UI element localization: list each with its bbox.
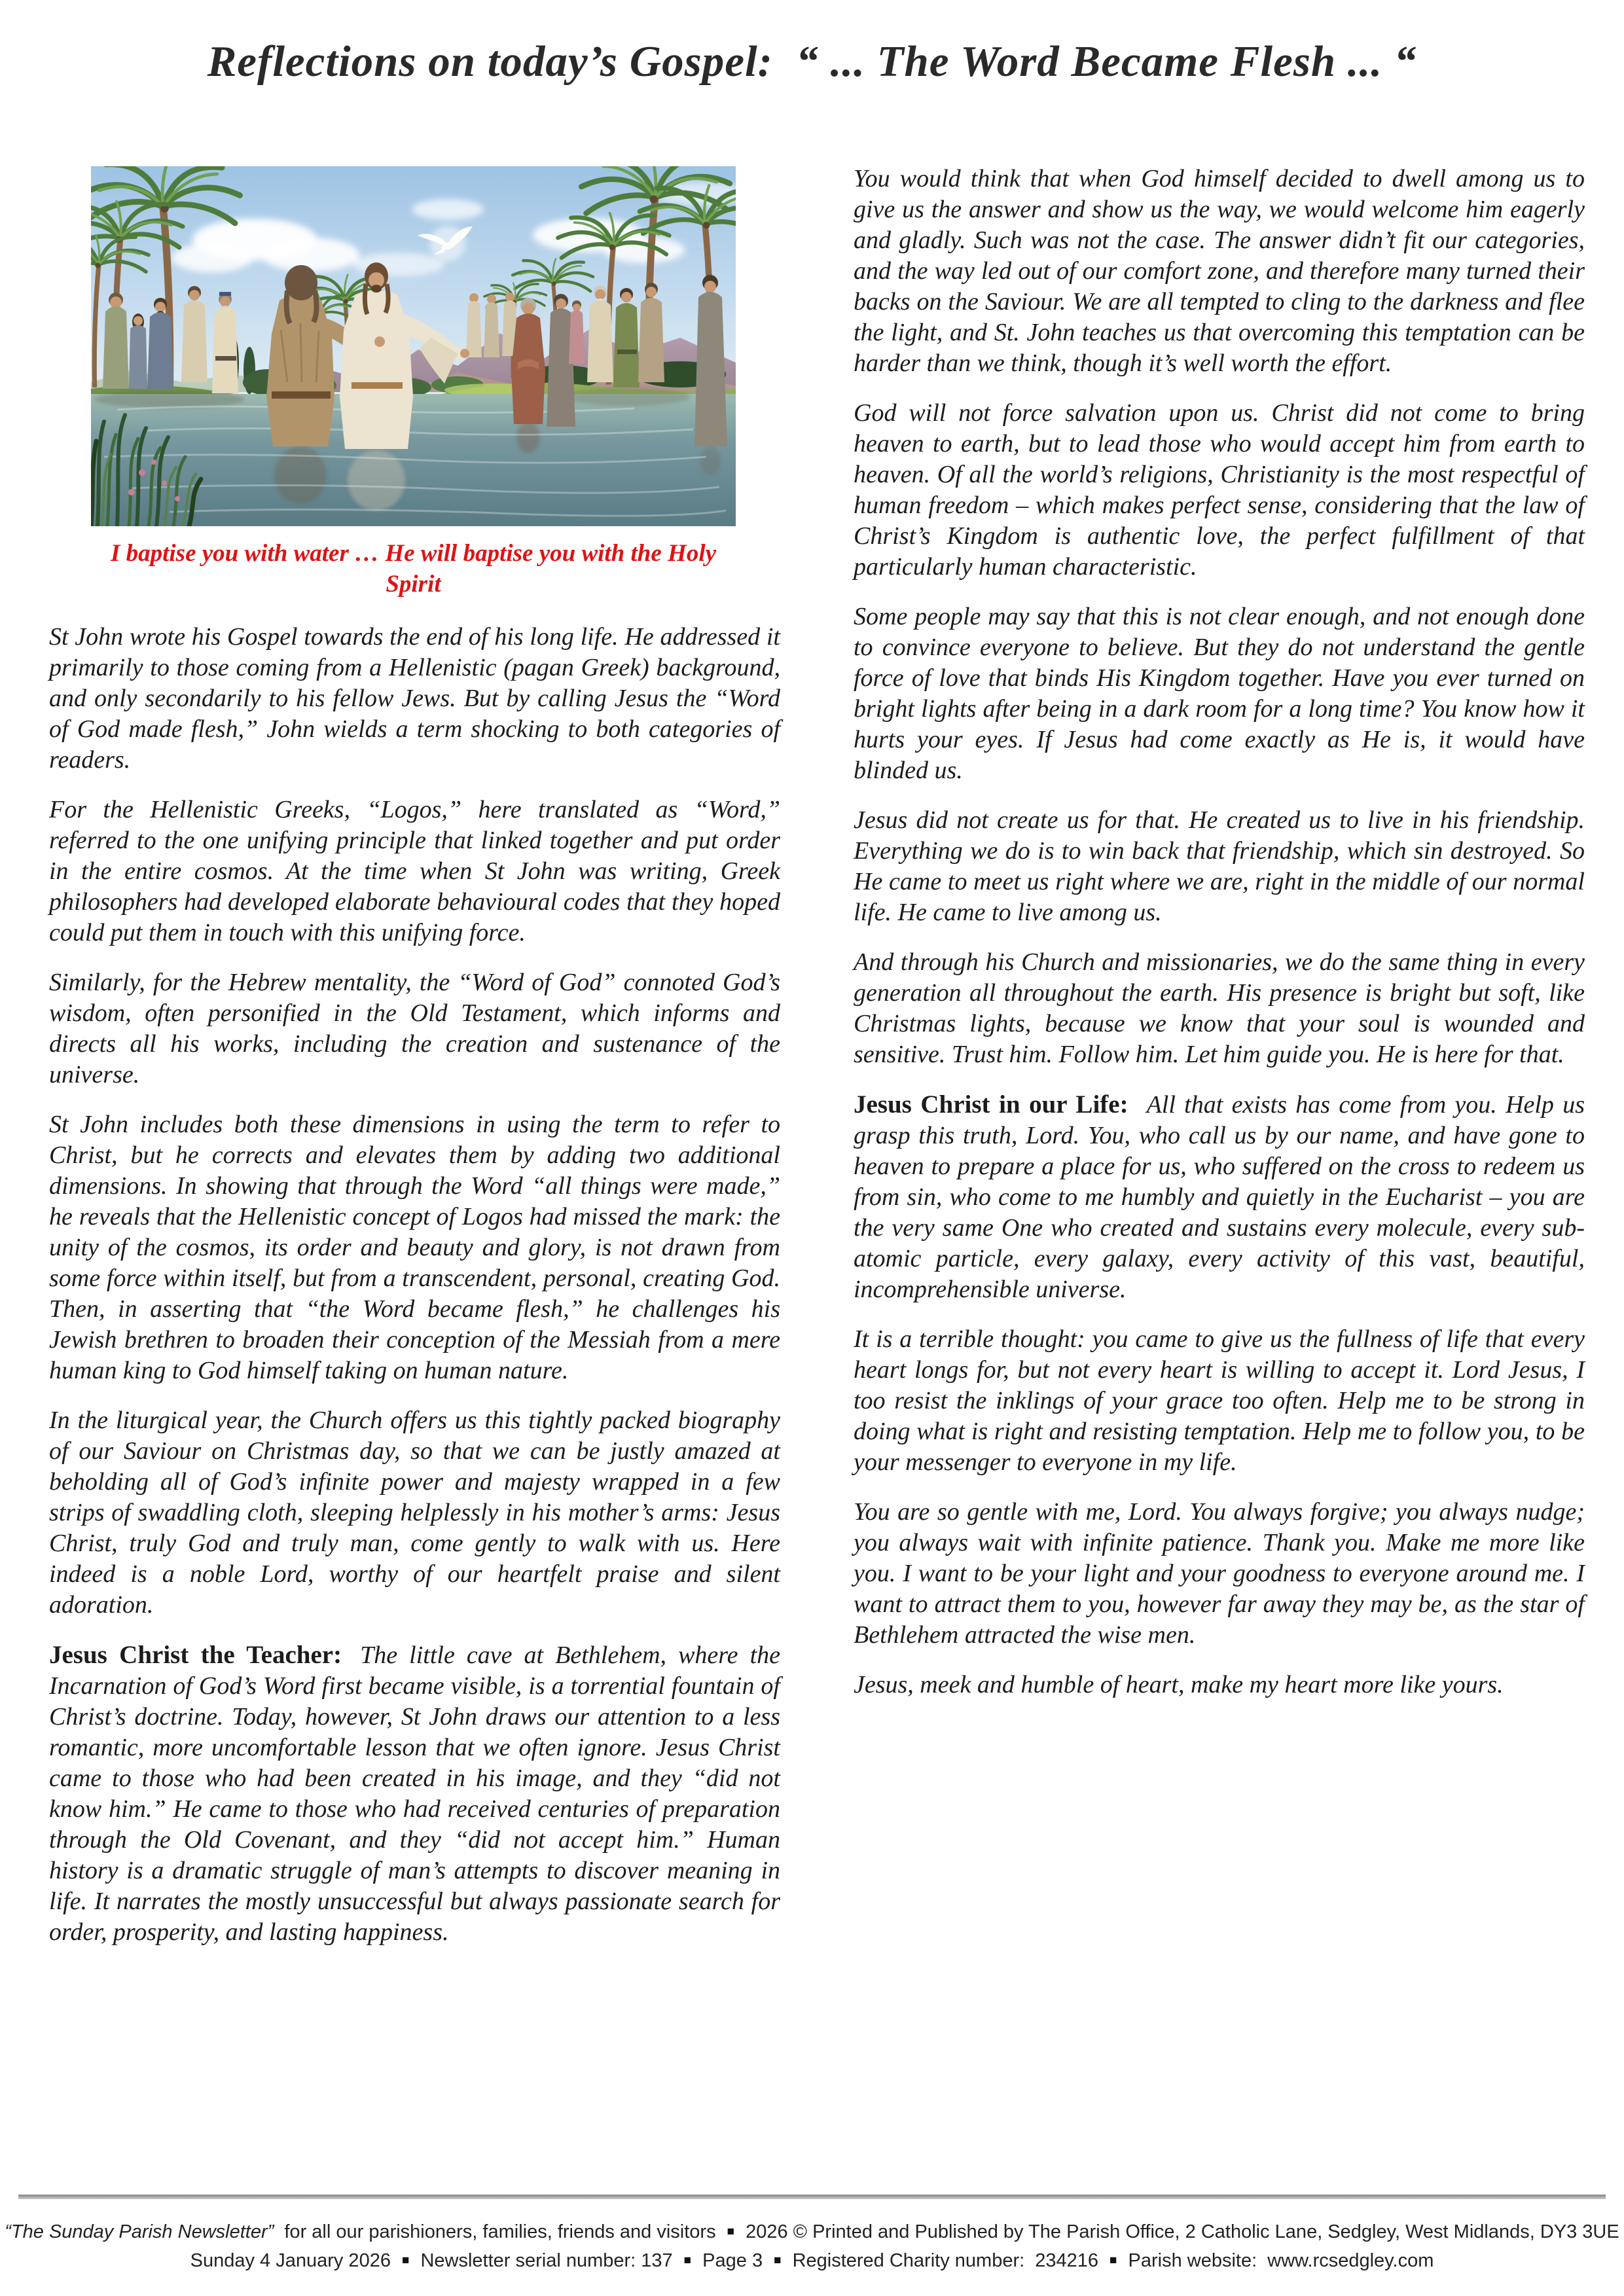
page-title: Reflections on today’s Gospel: “ ... The Word Became Flesh ... “ — [207, 37, 1417, 86]
footer-line-1: “The Sunday Parish Newsletter” for all our parishioners, families, friends and visitors ■ 2026 © Printed and Published by The Parish Office, 2 Catholic Lane, Sedgley, West Midlands, DY3 3UE — [0, 2217, 1624, 2246]
square-separator-icon: ■ — [1110, 2253, 1117, 2267]
paragraph: In the liturgical year, the Church offers us this tightly packed biography of our Saviour on Christmas day, so that we can be justly amazed at beholding all of God’s infinite power and majesty wrapped in a few strips of swaddling cloth, sleeping helplessly in his mother’s arms: Jesus Christ, truly God and truly man, come gently to walk with us. Here indeed is a noble Lord, worthy of our heartfelt praise and silent adoration. — [49, 1407, 780, 1619]
footer — [0, 2217, 1624, 2275]
footer-website: Parish website: www.rcsedgley.com — [1128, 2250, 1434, 2271]
section-heading-teacher: Jesus Christ the Teacher: — [49, 1641, 342, 1669]
paragraph: Jesus Christ the Teacher: The little cave at Bethlehem, where the Incarnation of God’s Word first became visible, is a torrential fountain of Christ’s doctrine. Today, however, St John draws our attention to a less romantic, more uncomfortable lesson that we often ignore. Jesus Christ came to those who had been created in his image, and they “did not know him.” He came to those who had received centuries of preparation through the Old Covenant, and they “did not accept him.” Human history is a dramatic struggle of man’s attempts to discover meaning in life. It narrates the mostly unsuccessful but always passionate search for order, prosperity, and lasting happiness. — [49, 1641, 781, 1946]
baptism-scene-image — [91, 166, 736, 600]
paragraph: And through his Church and missionaries, we do the same thing in every generation all throughout the earth. His presence is bright but soft, like Christmas lights, because we know that your soul is wounded and sensitive. Trust him. Follow him. Let him guide you. He is here for that. — [854, 948, 1585, 1068]
paragraph: Similarly, for the Hebrew mentality, the “Word of God” connoted God’s wisdom, often personified in the Old Testament, which informs and directs all his works, including the creation and sustenance of the universe. — [49, 969, 780, 1088]
footer-charity-number: Registered Charity number: 234216 — [792, 2250, 1099, 2271]
paragraph: For the Hellenistic Greeks, “Logos,” here translated as “Word,” referred to the one unifying principle that linked together and put order in the entire cosmos. At the time when St John was writing, Greek philosophers had developed elaborate behavioural codes that they hoped could put them in touch with this unifying force. — [49, 796, 780, 946]
paragraph: Jesus did not create us for that. He created us to live in his friendship. Everything we do is to win back that friendship, which sin destroyed. So He came to meet us right where we are, right in the middle of our normal life. He came to live among us. — [854, 806, 1585, 926]
paragraph: It is a terrible thought: you came to give us the fullness of life that every heart longs for, but not every heart is willing to accept it. Lord Jesus, I too resist the inklings of your grace too often. Help me to be strong in doing what is right and resisting temptation. Help me to follow you, to be your messenger to everyone in my life. — [854, 1325, 1585, 1476]
footer-date: Sunday 4 January 2026 — [190, 2250, 391, 2271]
right-column — [854, 164, 1585, 1967]
square-separator-icon: ■ — [774, 2253, 782, 2267]
onlookers-distant — [466, 293, 518, 357]
footer-page-number: Page 3 — [702, 2250, 763, 2271]
paragraph: You would think that when God himself decided to dwell among us to give us the answer and show us the way, we would welcome him eagerly and gladly. Such was not the case. The answer didn’t fit our categories, and the way led out of our comfort zone, and therefore many turned their backs on the Saviour. We are all tempted to cling to the darkness and flee the light, and St. John teaches us that overcoming this temptation can be harder than we think, though it’s well worth the effort. — [854, 165, 1585, 377]
footer-divider — [18, 2195, 1606, 2199]
paragraph: Jesus Christ in our Life: All that exists has come from you. Help us grasp this truth, Lord. You, who call us by our name, and have gone to heaven to prepare a place for us, who suffered on the cross to redeem us from sin, who come to me humbly and quietly in the Eucharist – you are the very same One who created and sustains every molecule, every sub-atomic particle, every galaxy, every activity of this vast, beautiful, incomprehensible universe. — [854, 1090, 1585, 1303]
square-separator-icon: ■ — [727, 2225, 735, 2238]
square-separator-icon: ■ — [683, 2253, 692, 2267]
baptism-scene-art — [91, 166, 736, 526]
paragraph: God will not force salvation upon us. Christ did not come to bring heaven to earth, but to lead those who would accept him from earth to heaven. Of all the world’s religions, Christianity is the most respectful of human freedom – which makes perfect sense, considering that the law of Christ’s Kingdom is authentic love, the perfect fulfillment of that particularly human characteristic. — [854, 399, 1585, 581]
image-caption: I baptise you with water … He will baptise you with the Holy Spirit — [110, 540, 717, 598]
paragraph: Some people may say that this is not clear enough, and not enough done to convince everyone to believe. But they do not understand the gentle force of love that binds His Kingdom together. Have you ever turned on bright lights after being in a dark room for a long time? You know how it hurts your eyes. If Jesus had come exactly as He is, it would have blinded us. — [854, 603, 1585, 784]
paragraph: You are so gentle with me, Lord. You always forgive; you always nudge; you always wait with infinite patience. Thank you. Make me more like you. I want to be your light and your goodness to everyone around me. I want to attract them to you, however far away they may be, as the star of Bethlehem attracted the wise men. — [854, 1498, 1585, 1649]
paragraph: St John wrote his Gospel towards the end of his long life. He addressed it primarily to those coming from a Hellenistic (pagan Greek) background, and only secondarily to his fellow Jews. But by calling Jesus the “Word of God made flesh,” John wields a term shocking to both categories of readers. — [49, 623, 780, 774]
footer-serial: Newsletter serial number: 137 — [420, 2250, 673, 2271]
square-separator-icon: ■ — [401, 2253, 410, 2267]
section-heading-life: Jesus Christ in our Life: — [854, 1090, 1128, 1119]
left-column — [49, 164, 780, 1967]
newsletter-title: “The Sunday Parish Newsletter” — [5, 2221, 274, 2242]
footer-line-2 — [0, 2246, 1624, 2275]
paragraph: St John includes both these dimensions in using the term to refer to Christ, but he corrects and elevates them by adding two additional dimensions. In showing that through the Word “all things were made,” he reveals that the Hellenistic concept of Logos had missed the mark: the unity of the cosmos, its order and beauty and glory, is not drawn from some force within itself, but from a transcendent, personal, creating God. Then, in asserting that “the Word became flesh,” he challenges his Jewish brethren to broaden their conception of the Messiah from a mere human king to God himself taking on human nature. — [49, 1111, 780, 1384]
two-column-content — [49, 164, 1585, 1967]
paragraph: Jesus, meek and humble of heart, make my heart more like yours. — [854, 1671, 1504, 1698]
